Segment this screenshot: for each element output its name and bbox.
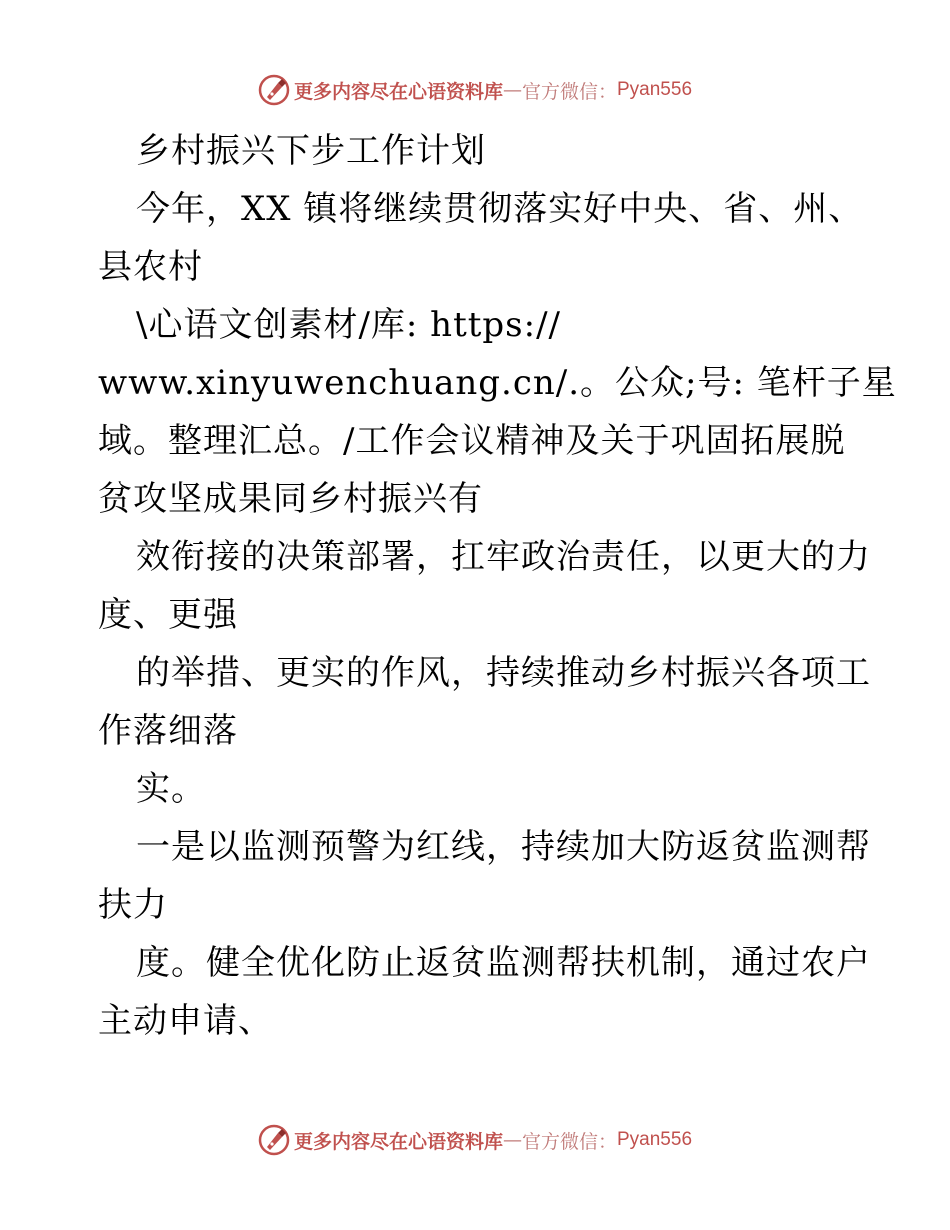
paragraph-line: 度。健全优化防止返贫监测帮扶机制，通过农户: [136, 943, 871, 983]
paragraph-line: 今年，XX 镇将继续贯彻落实好中央、省、州、: [136, 189, 864, 229]
paragraph-line: 主动申请、: [98, 1001, 273, 1041]
footer-watermark: [0, 1122, 950, 1158]
paragraph-line: \心语文创素材/库: https://: [136, 305, 561, 345]
watermark-text: 更多内容尽在心语资料库: [293, 80, 503, 103]
paragraph-line: 扶力: [98, 885, 168, 925]
paragraph-line: 度、更强: [98, 595, 238, 635]
paragraph-line: 一是以监测预警为红线，持续加大防返贫监测帮: [136, 827, 871, 867]
pen-nib-logo-icon: [258, 1124, 290, 1156]
paragraph-line: www.xinyuwenchuang.cn/.。公众;号: 笔杆子星: [98, 363, 897, 403]
document-title: 乡村振兴下步工作计划: [136, 131, 486, 171]
watermark-id: Pyan556: [617, 79, 693, 100]
paragraph-line: 作落细落: [98, 711, 238, 751]
paragraph-line: 的举措、更实的作风，持续推动乡村振兴各项工: [136, 653, 871, 693]
watermark-dash: —: [502, 79, 522, 101]
paragraph-line: 域。整理汇总。/工作会议精神及关于巩固拓展脱: [98, 421, 846, 461]
paragraph-line: 县农村: [98, 247, 203, 287]
pen-nib-logo-icon: [258, 74, 290, 106]
paragraph-line: 效衔接的决策部署，扛牢政治责任，以更大的力: [136, 537, 871, 577]
watermark-official: 官方微信：: [521, 1130, 617, 1153]
paragraph-line: 实。: [136, 769, 206, 809]
document-body: [98, 122, 897, 1050]
watermark-id: Pyan556: [617, 1129, 693, 1150]
watermark-text: 更多内容尽在心语资料库: [293, 1130, 503, 1153]
watermark-dash: —: [502, 1129, 522, 1151]
paragraph-line: 贫攻坚成果同乡村振兴有: [98, 479, 483, 519]
header-watermark: [0, 72, 950, 108]
watermark-official: 官方微信：: [521, 80, 617, 103]
